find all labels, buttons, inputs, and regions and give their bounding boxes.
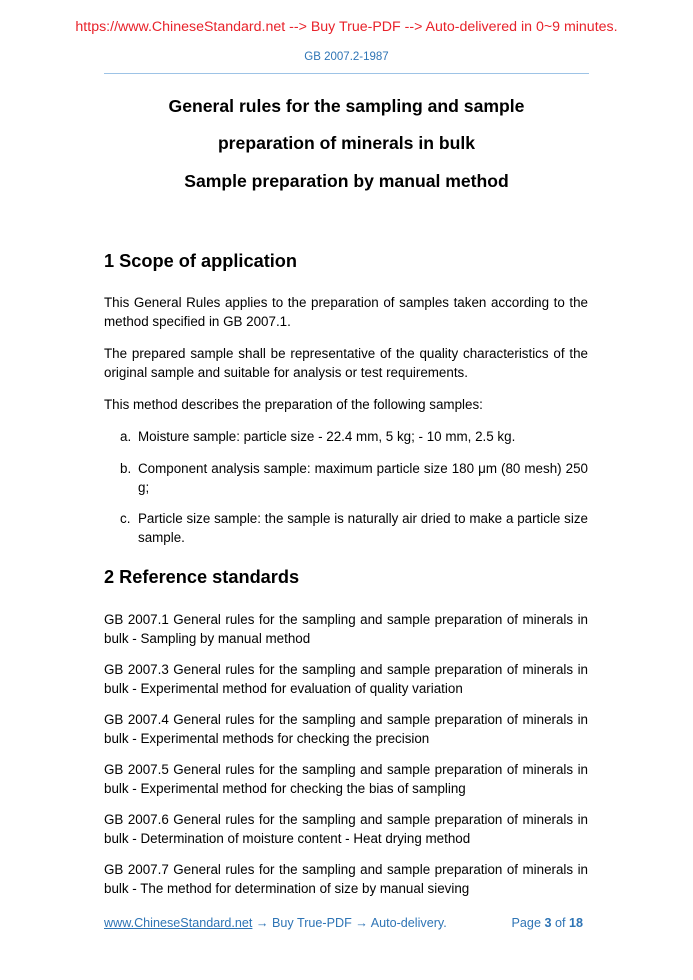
list-item-text: Particle size sample: the sample is naturally air dried to make a particle size sample. [138, 511, 588, 545]
list-item [120, 459, 588, 497]
page-current: 3 [544, 916, 552, 930]
page-of: of [554, 916, 566, 930]
section-1-paragraph: The prepared sample shall be representative of the quality characteristics of the original sample and suitable for analysis or test requirements. [104, 346, 588, 380]
header-divider [104, 73, 589, 74]
footer-tagline: → Buy True-PDF → Auto-delivery. [252, 916, 447, 930]
title-line-1: General rules for the sampling and sample [168, 96, 525, 116]
section-1-paragraph: This General Rules applies to the preparation of samples taken according to the method specified in GB 2007.1. [104, 295, 588, 329]
standard-number: GB 2007.2-1987 [304, 51, 389, 63]
header-banner[interactable]: https://www.ChineseStandard.net --> Buy True-PDF --> Auto-delivered in 0~9 minutes. [75, 19, 618, 35]
list-item-text: Component analysis sample: maximum particle size 180 μm (80 mesh) 250 g; [138, 461, 588, 495]
reference-entry: GB 2007.5 General rules for the sampling and sample preparation of minerals in bulk - Experimental method for checking the bias of sampling [104, 762, 588, 796]
list-item-text: Moisture sample: particle size - 22.4 mm, 5 kg; - 10 mm, 2.5 kg. [138, 429, 516, 444]
section-2-heading: 2 Reference standards [104, 567, 300, 587]
reference-entry: GB 2007.3 General rules for the sampling and sample preparation of minerals in bulk - Experimental method for evaluation of quality variation [104, 662, 588, 696]
reference-entry: GB 2007.1 General rules for the sampling and sample preparation of minerals in bulk - Sampling by manual method [104, 612, 588, 646]
footer-site-link[interactable]: www.ChineseStandard.net [104, 916, 253, 930]
reference-entry: GB 2007.7 General rules for the sampling and sample preparation of minerals in bulk - The method for determination of size by manual sieving [104, 862, 588, 896]
reference-entry: GB 2007.4 General rules for the sampling and sample preparation of minerals in bulk - Experimental methods for checking the precision [104, 712, 588, 746]
page-number [512, 916, 583, 930]
page-total: 18 [568, 916, 583, 930]
list-item [120, 509, 588, 547]
section-1-heading: 1 Scope of application [104, 251, 298, 271]
page-label: Page [511, 916, 541, 930]
list-item [120, 427, 588, 446]
reference-entry: GB 2007.6 General rules for the sampling and sample preparation of minerals in bulk - Determination of moisture content - Heat drying method [104, 812, 588, 846]
list-marker: c. [120, 511, 131, 526]
section-1-paragraph: This method describes the preparation of the following samples: [104, 397, 483, 412]
list-marker: b. [120, 461, 132, 476]
list-marker: a. [120, 429, 132, 444]
page-footer [104, 916, 589, 930]
title-line-2: preparation of minerals in bulk [217, 133, 476, 153]
title-line-3: Sample preparation by manual method [184, 171, 509, 191]
